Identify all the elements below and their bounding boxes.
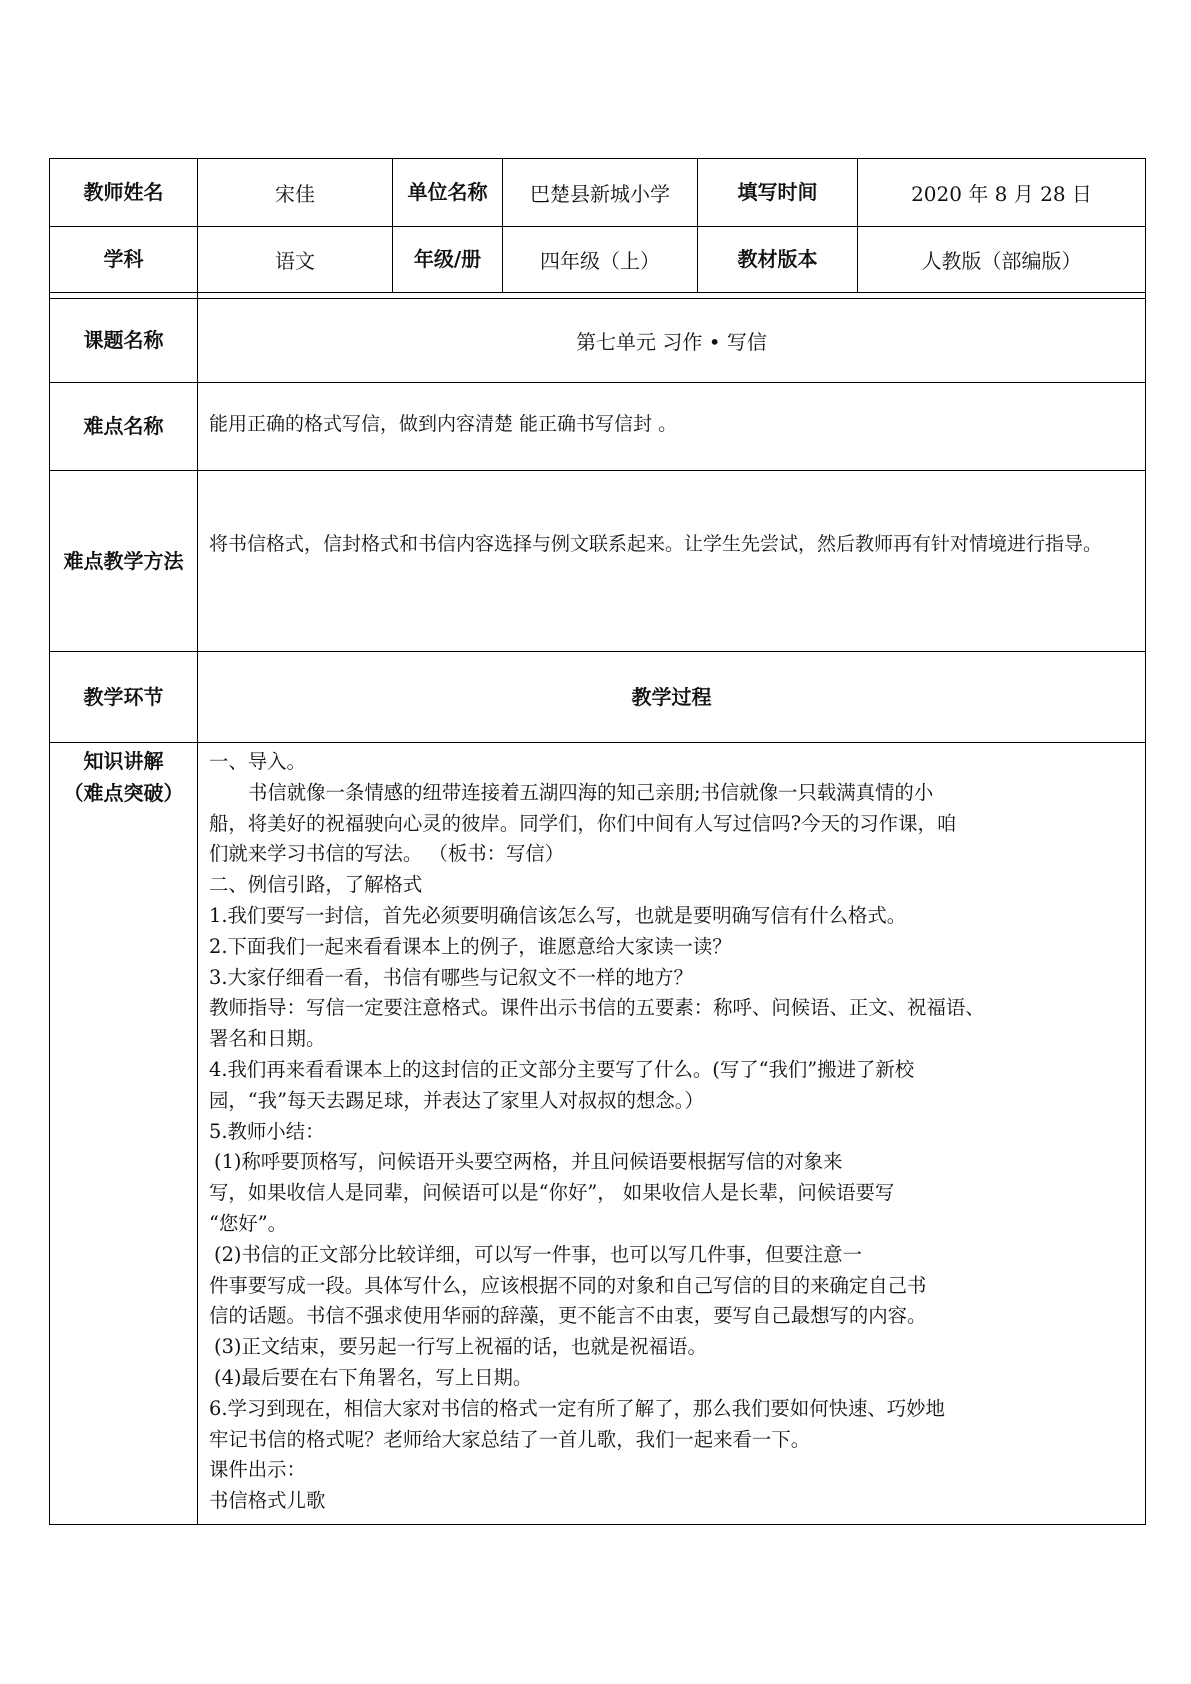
process-line: 牢记书信的格式呢？老师给大家总结了一首儿歌，我们一起来看一下。 bbox=[209, 1427, 811, 1451]
edition-value: 人教版（部编版） bbox=[921, 249, 1082, 273]
table-row-divider bbox=[49, 292, 1146, 293]
difficulty-value: 能用正确的格式写信，做到内容清楚 能正确书写信封 。 bbox=[209, 413, 678, 435]
process-line: 3.大家仔细看一看，书信有哪些与记叙文不一样的地方？ bbox=[209, 965, 693, 989]
process-line: 信的话题。书信不强求使用华丽的辞藻，更不能言不由衷，要写自己最想写的内容。 bbox=[209, 1304, 927, 1328]
knowledge-label bbox=[50, 745, 197, 809]
process-line: (4)最后要在右下角署名，写上日期。 bbox=[214, 1365, 533, 1389]
grade-value: 四年级（上） bbox=[540, 249, 660, 273]
fill-time-value: 2020 年 8 月 28 日 bbox=[911, 182, 1092, 206]
process-line: (2)书信的正文部分比较详细，可以写一件事，也可以写几件事，但要注意一 bbox=[214, 1242, 862, 1266]
fill-time-label: 填写时间 bbox=[737, 180, 818, 204]
subject-label: 学科 bbox=[103, 247, 144, 271]
table-row-divider bbox=[49, 742, 1146, 743]
process-line: (3)正文结束，要另起一行写上祝福的话，也就是祝福语。 bbox=[214, 1335, 707, 1359]
table-border-bottom bbox=[49, 1524, 1146, 1525]
process-line: 一、导入。 bbox=[209, 750, 306, 773]
process-line: 书信就像一条情感的纽带连接着五湖四海的知己亲朋;书信就像一只载满真情的小 bbox=[248, 780, 934, 804]
knowledge-label-line1: 知识讲解 bbox=[83, 749, 164, 773]
process-line: 们就来学习书信的写法。 （板书：写信） bbox=[209, 842, 565, 866]
subject-value: 语文 bbox=[275, 249, 315, 273]
process-line: 2.下面我们一起来看看课本上的例子，谁愿意给大家读一读？ bbox=[209, 934, 732, 958]
method-label: 难点教学方法 bbox=[63, 548, 184, 573]
process-line: 署名和日期。 bbox=[209, 1027, 326, 1051]
process-line: 6.学习到现在，相信大家对书信的格式一定有所了解了，那么我们要如何快速、巧妙地 bbox=[209, 1396, 945, 1420]
process-header: 教学过程 bbox=[631, 684, 712, 709]
topic-label: 课题名称 bbox=[83, 328, 164, 352]
process-line: 4.我们再来看看课本上的这封信的正文部分主要写了什么。(写了“我们”搬进了新校 bbox=[209, 1057, 915, 1081]
method-value: 将书信格式，信封格式和书信内容选择与例文联系起来。让学生先尝试，然后教师再有针对情境进行指导。 bbox=[209, 533, 1103, 555]
teacher-name-value: 宋佳 bbox=[275, 182, 315, 206]
table-row-divider bbox=[49, 382, 1146, 383]
stage-header: 教学环节 bbox=[83, 684, 164, 709]
table-row-divider bbox=[49, 470, 1146, 471]
process-line: 书信格式儿歌 bbox=[209, 1489, 326, 1513]
process-line: 船，将美好的祝福驶向心灵的彼岸。同学们，你们中间有人写过信吗?今天的习作课，咱 bbox=[209, 811, 957, 835]
process-line: 件事要写成一段。具体写什么，应该根据不同的对象和自己写信的目的来确定自己书 bbox=[209, 1273, 927, 1297]
process-line: 5.教师小结： bbox=[209, 1119, 325, 1143]
unit-name-label: 单位名称 bbox=[407, 180, 488, 204]
process-line: “您好”。 bbox=[209, 1211, 287, 1235]
process-line: 写，如果收信人是同辈，问候语可以是“你好”， 如果收信人是长辈，问候语要写 bbox=[209, 1181, 895, 1205]
table-border-right bbox=[1145, 158, 1146, 1524]
topic-value: 第七单元 习作 • 写信 bbox=[576, 330, 767, 354]
grade-label: 年级/册 bbox=[413, 247, 482, 271]
process-line: 二、例信引路，了解格式 bbox=[209, 873, 423, 897]
process-line: 园，“我”每天去踢足球，并表达了家里人对叔叔的想念。） bbox=[209, 1088, 704, 1112]
unit-name-value: 巴楚县新城小学 bbox=[530, 182, 670, 206]
process-line: 1.我们要写一封信，首先必须要明确信该怎么写，也就是要明确写信有什么格式。 bbox=[209, 903, 907, 927]
process-line: 课件出示： bbox=[209, 1458, 306, 1482]
edition-label: 教材版本 bbox=[737, 247, 818, 271]
teacher-name-label: 教师姓名 bbox=[83, 180, 164, 204]
knowledge-label-line2: （难点突破） bbox=[63, 781, 184, 805]
difficulty-label: 难点名称 bbox=[83, 414, 164, 438]
process-line: 教师指导：写信一定要注意格式。课件出示书信的五要素：称呼、问候语、正文、祝福语、 bbox=[209, 996, 985, 1020]
process-line: (1)称呼要顶格写，问候语开头要空两格，并且问候语要根据写信的对象来 bbox=[214, 1150, 843, 1174]
teaching-process-text bbox=[209, 747, 1139, 1517]
